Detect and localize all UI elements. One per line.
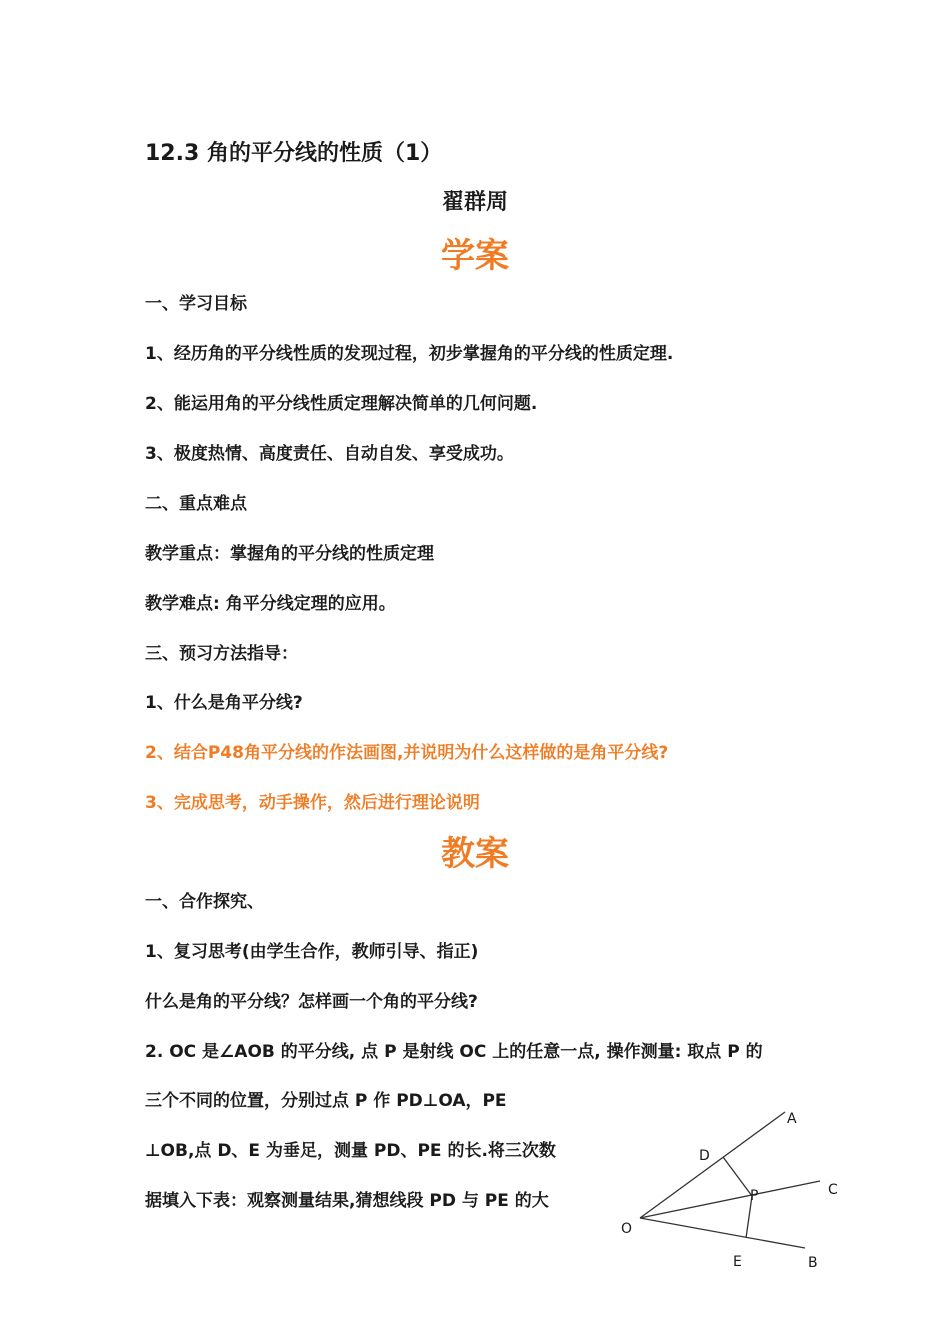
preview-item-2: 2、结合P48角平分线的作法画图,并说明为什么这样做的是角平分线? — [145, 743, 669, 763]
preview-item-1: 1、什么是角平分线? — [145, 693, 303, 713]
section-key-points: 二、重点难点 — [145, 494, 247, 514]
author-name: 翟群周 — [441, 190, 508, 215]
objective-1: 1、经历角的平分线性质的发现过程，初步掌握角的平分线的性质定理. — [145, 344, 674, 364]
label-o: O — [621, 1221, 633, 1237]
difficult-point: 教学难点: 角平分线定理的应用。 — [145, 594, 396, 614]
heading-study-plan: 学案 — [441, 236, 509, 276]
task-text-3: ⊥OB,点 D、E 为垂足，测量 PD、PE 的长.将三次数 — [145, 1141, 556, 1161]
label-d: D — [699, 1148, 710, 1164]
task-text-1: 2. OC 是∠AOB 的平分线, 点 P 是射线 OC 上的任意一点, 操作测量: 取点 P 的 — [145, 1042, 763, 1062]
key-point: 教学重点：掌握角的平分线的性质定理 — [145, 544, 434, 564]
label-c: C — [828, 1182, 838, 1198]
segment-pd — [723, 1157, 752, 1196]
review-question: 什么是角的平分线？怎样画一个角的平分线? — [145, 992, 478, 1012]
label-e: E — [733, 1254, 742, 1270]
task-text-2: 三个不同的位置，分别过点 P 作 PD⊥OA，PE — [145, 1091, 507, 1111]
task-text-4: 据填入下表：观察测量结果,猜想线段 PD 与 PE 的大 — [145, 1191, 549, 1211]
ray-oc — [640, 1181, 820, 1218]
ray-oa — [640, 1112, 785, 1218]
heading-teaching-plan: 教案 — [441, 834, 509, 874]
objective-2: 2、能运用角的平分线性质定理解决简单的几何问题. — [145, 394, 538, 414]
review-item: 1、复习思考(由学生合作，教师引导、指正) — [145, 942, 479, 962]
objective-3: 3、极度热情、高度责任、自动自发、享受成功。 — [145, 444, 514, 464]
label-b: B — [808, 1255, 818, 1271]
document-title: 12.3 角的平分线的性质（1） — [145, 141, 443, 166]
preview-item-3: 3、完成思考，动手操作，然后进行理论说明 — [145, 793, 480, 813]
ray-ob — [640, 1218, 805, 1248]
section-cooperative-inquiry: 一、合作探究、 — [145, 892, 264, 912]
section-objectives: 一、学习目标 — [145, 294, 247, 314]
section-preview-guide: 三、预习方法指导： — [145, 644, 298, 664]
label-a: A — [787, 1111, 797, 1127]
label-p: P — [750, 1188, 759, 1204]
